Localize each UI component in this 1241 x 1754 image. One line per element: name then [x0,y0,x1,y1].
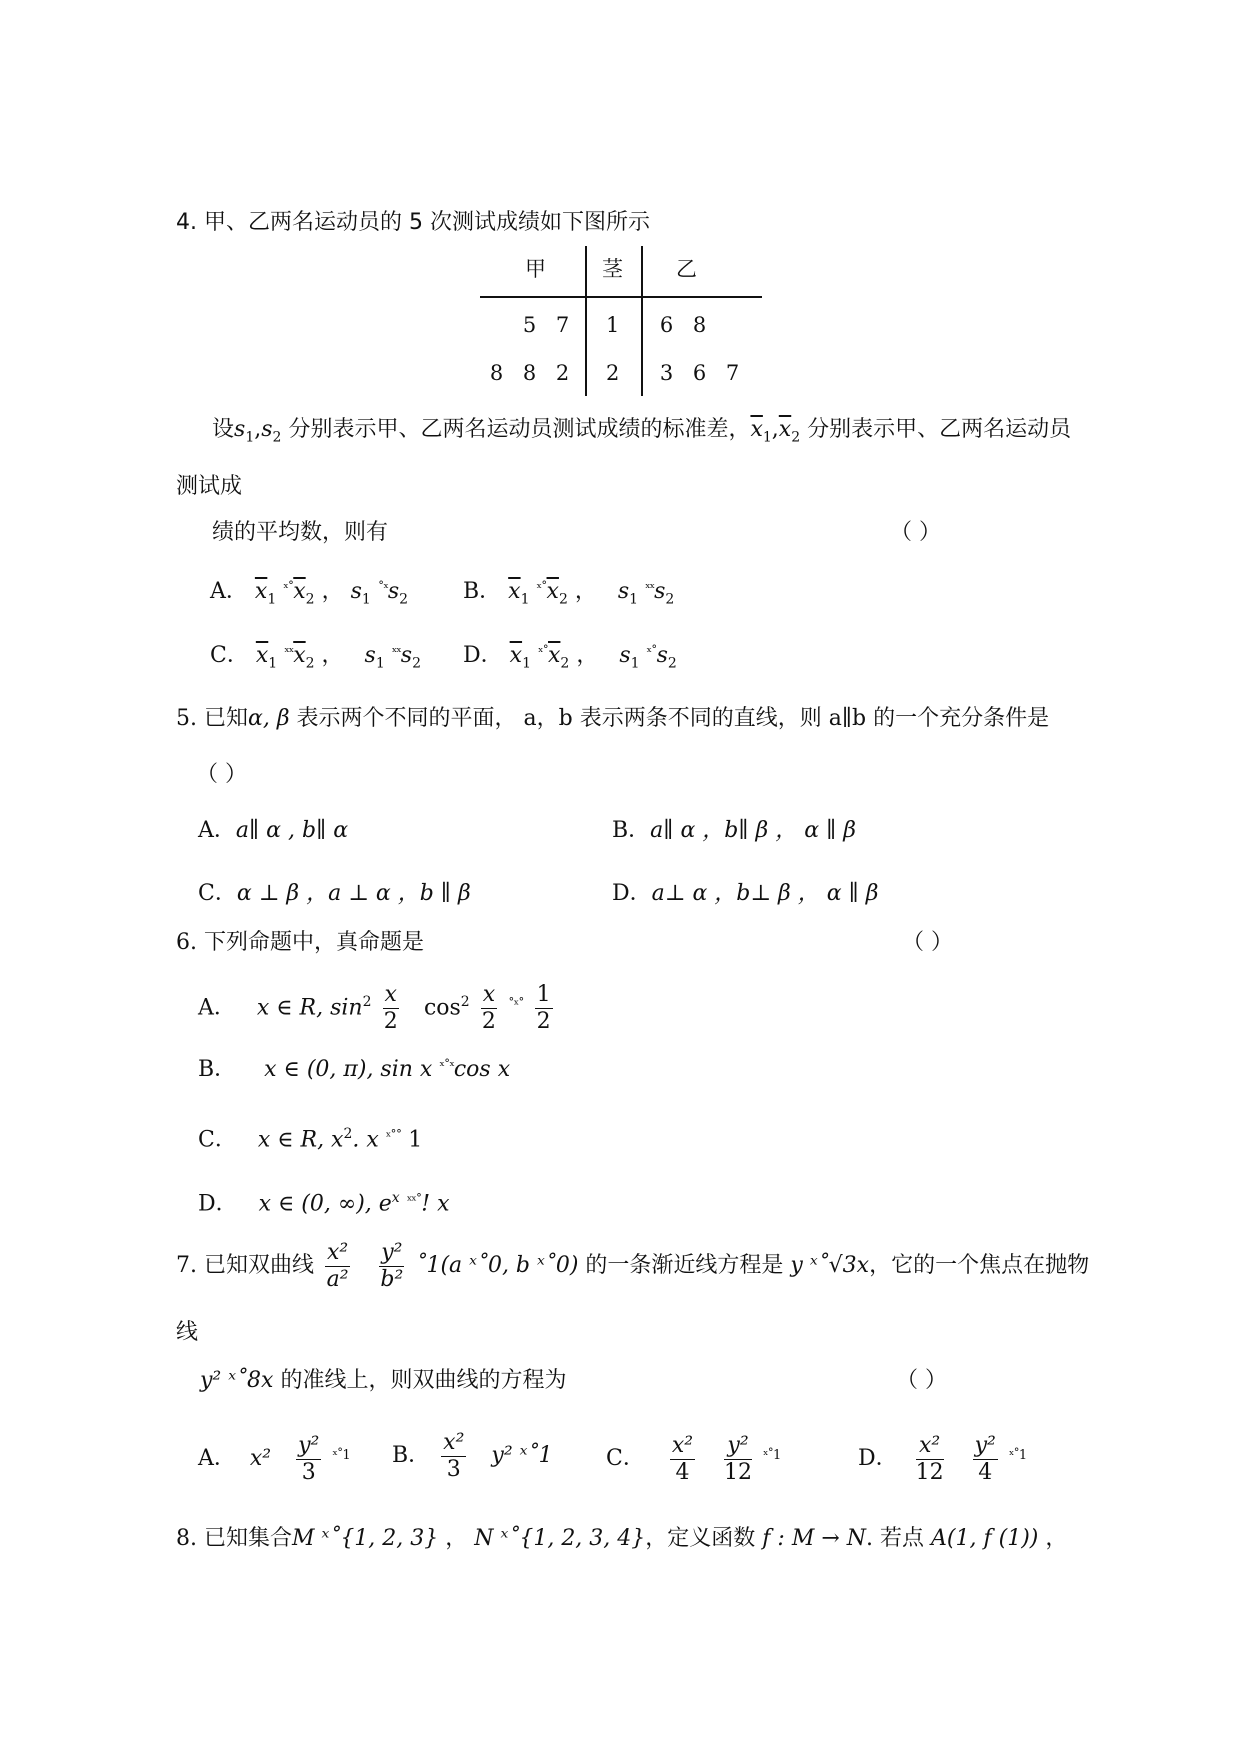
table-header-rule [480,296,762,298]
table-row-1-right: 6 8 [659,313,707,337]
q5-answer-paren: （ ） [196,762,247,787]
q4-answer-paren: （ ） [890,520,941,545]
table-divider-right [641,246,643,396]
table-row-2-left: 8 8 2 [489,361,570,385]
q5-option-a: A．a∥ α , b∥ α [198,818,349,843]
q6-stem: 6. 下列命题中，真命题是 [176,930,424,955]
q6-option-d: D． x ∈ (0, ∞), $e^x$ $^{ˣˣ˚}$! x [198,1190,450,1217]
q4-option-c: C． $\overline{x}_1$ $^{ˣˣ}\overline{x}_2$ ， $s_1$ $^{ˣˣ}s_2$ [210,643,422,672]
q5-option-b: B．a∥ α ，b∥ β ， α ∥ β [612,818,856,843]
table-header-jia: 甲 [525,257,546,281]
table-row-2-right: 3 6 7 [659,361,740,385]
q4-option-b: B． $\overline{x}_1$ $^{ˣ˚}\overline{x}_2$ ， $s_1$ $^{ˣˣ}s_2$ [463,579,675,608]
q4-option-d: D． $\overline{x}_1$ $^{ˣ˚}\overline{x}_2$ ， $s_1$ $^{ˣ˚}s_2$ [463,643,677,672]
table-header-yi: 乙 [676,257,697,281]
q7-option-a: A． x² $\frac{\text{y²}}{3}$ $^{ˣ˚1}$ [198,1432,350,1485]
q7-option-b: B． $\frac{\text{x²}}{3}$ y² ˣ˚1 [392,1429,553,1482]
q4-intro: 4. 甲、乙两名运动员的 5 次测试成绩如下图所示 [176,210,650,235]
q7-line2: 线 [176,1320,199,1345]
q4-option-a: A． $\overline{x}_1$ $^{ˣ˚}\overline{x}_2$ ， $s_1$ $^{˚ˣ}s_2$ [210,579,409,608]
stem-leaf-table [480,246,762,396]
q6-answer-paren: （ ） [902,930,953,955]
q6-option-c: C． x ∈ R, $x^2$. x $^{ˣ˚˚}$ 1 [198,1126,423,1153]
table-divider-left [585,246,587,396]
q8-stem: 8. 已知集合M ˣ˚{1, 2, 3} ， N ˣ˚{1, 2, 3, 4}，定义函数 f : M → N. 若点 A(1, f (1)) ， [176,1526,1068,1551]
q7-stem: 7. 已知双曲线 $\frac{\text{x²}}{\text{a²}}$ $\frac{\text{y²}}{\text{b²}}$ ˚1(a ˣ˚0, b ˣ˚0) 的一条渐近线方程是 y ˣ˚√3x，它的一个焦点在抛物 [176,1239,1090,1292]
table-row-1-stem: 1 [606,313,620,337]
q6-option-a: A． x ∈ R, $\sin^2$ $\frac{x}{2}$ $\cos^2$ $\frac{x}{2}$ $^{˚ˣ˚}$ $\frac{1}{2}$ [198,981,551,1034]
q5-option-d: D．a⊥ α ，b⊥ β ， α ∥ β [612,881,879,906]
q4-description-line2: 测试成 [176,474,243,499]
q7-option-d: D． $\frac{\text{x²}}{12}$ $\frac{\text{y²}}{4}$ $^{ˣ˚1}$ [858,1432,1027,1485]
q5-option-c: C．α ⊥ β ，a ⊥ α ，b ∥ β [198,881,471,906]
q4-description: 设$s_1,s_2$ 分别表示甲、乙两名运动员测试成绩的标准差，$\overline{x}_1,\overline{x}_2$ 分别表示甲、乙两名运动员 [212,417,1072,446]
table-row-2-stem: 2 [606,361,620,385]
q7-answer-paren: （ ） [896,1368,947,1393]
q6-option-b: B． x ∈ (0, π), sin x $^{ˣ˚ˣ}$cos x [198,1057,511,1082]
table-row-1-left: 5 7 [522,313,570,337]
q7-option-c: C． $\frac{\text{x²}}{4}$ $\frac{\text{y²}}{12}$ $^{ˣ˚1}$ [606,1432,781,1485]
table-header-stem: 茎 [602,257,623,281]
q7-line3: y² ˣ˚8x 的准线上，则双曲线的方程为 [200,1368,567,1393]
q5-stem: 5. 已知α, β 表示两个不同的平面， a，b 表示两条不同的直线，则 a∥b 的一个充分条件是 [176,706,1050,731]
q4-description-line3: 绩的平均数，则有 [212,520,389,545]
